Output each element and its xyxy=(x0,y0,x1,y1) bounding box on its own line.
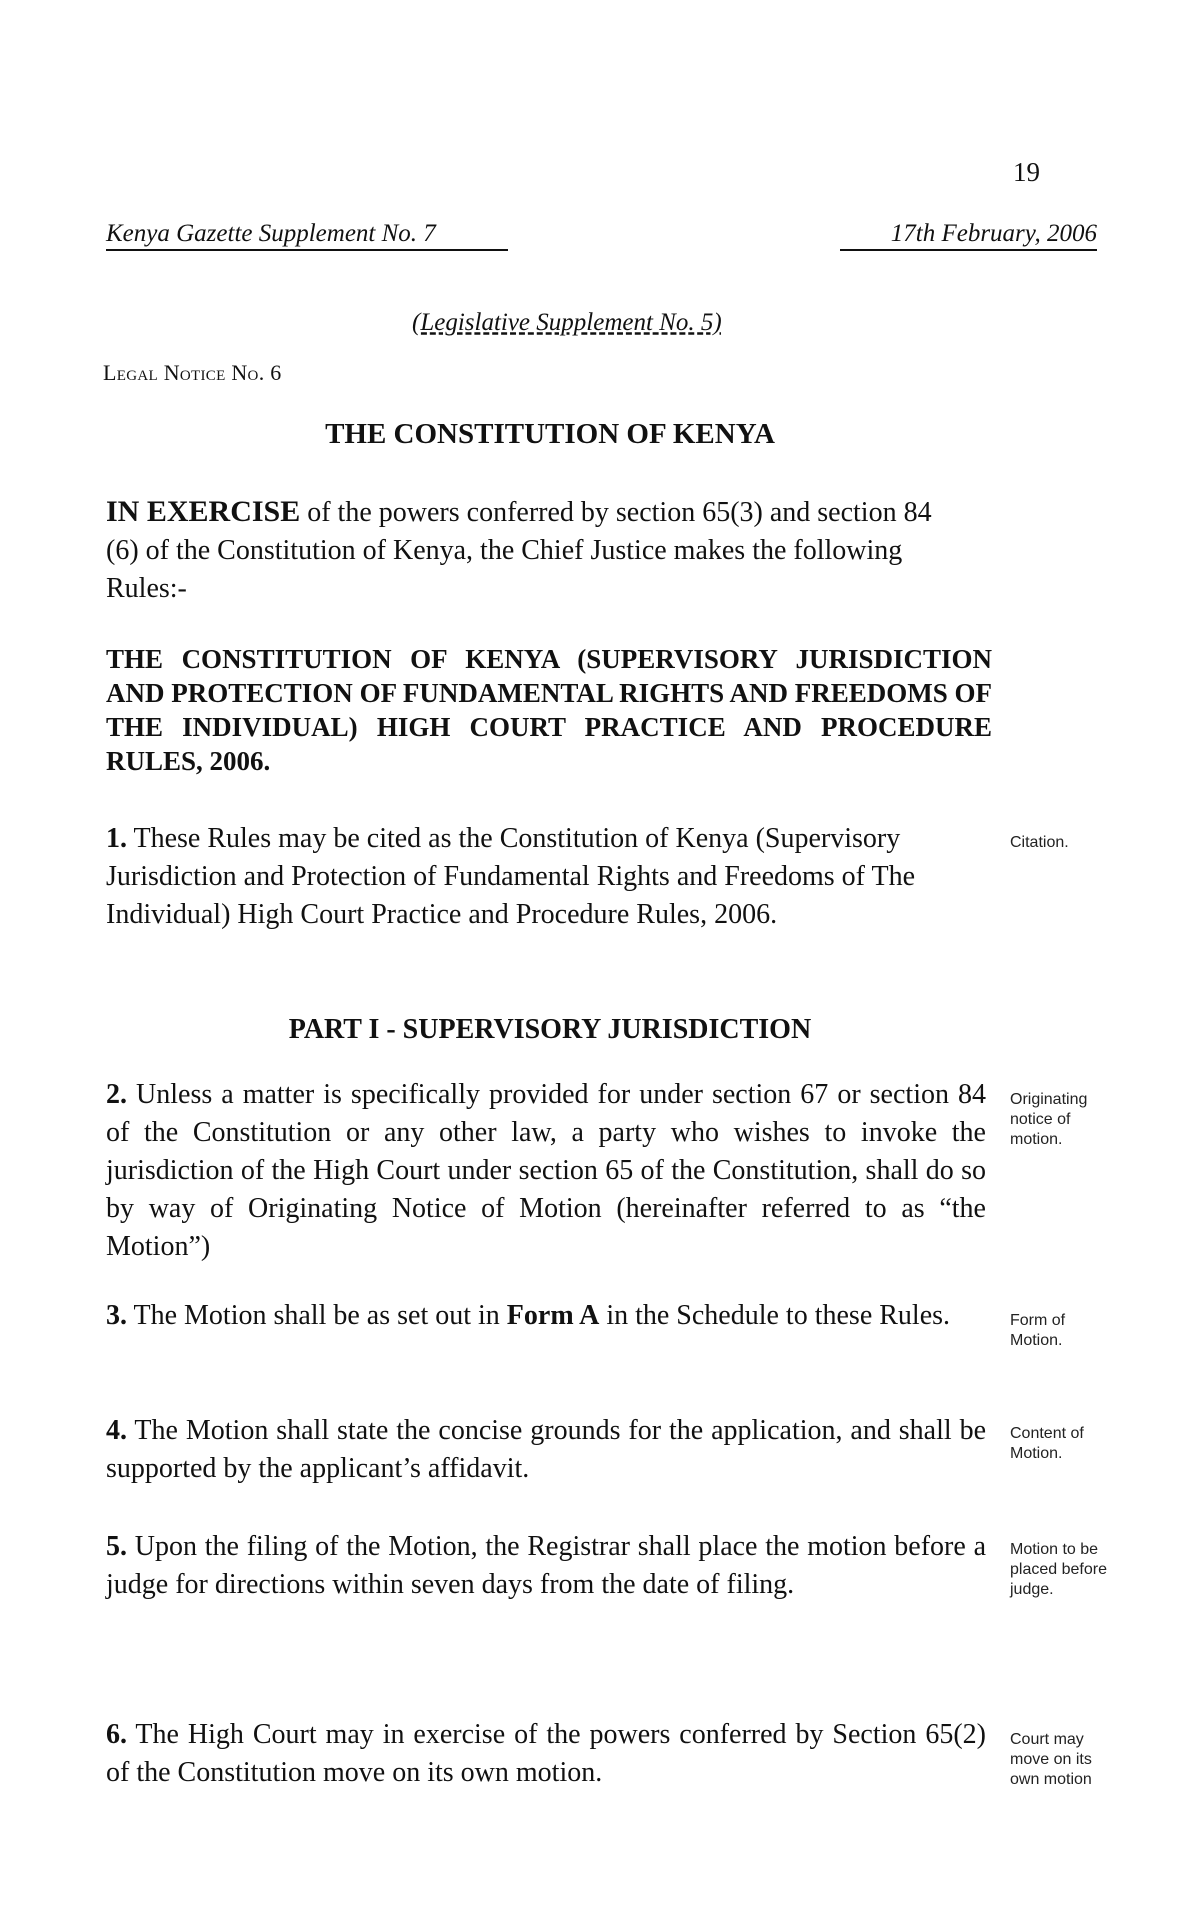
rule-text: The Motion shall be as set out in xyxy=(127,1300,507,1331)
document-title xyxy=(0,418,1200,451)
rule-3 xyxy=(106,1297,986,1335)
header-date: 17th February, 2006 xyxy=(840,220,1097,251)
rule-4 xyxy=(106,1412,986,1488)
rule-text: Upon the filing of the Motion, the Registrar shall place the motion before a judge for directions within seven days from the date of filing. xyxy=(106,1531,986,1600)
rule-number: 5. xyxy=(106,1531,127,1562)
rule-2 xyxy=(106,1076,986,1266)
rule-text: These Rules may be cited as the Constitution of Kenya (Supervisory Jurisdiction and Protection of Fundamental Rights and Freedoms of The Individual) High Court Practice and Procedure Rules, 2006. xyxy=(106,823,916,930)
rule-text: The High Court may in exercise of the powers conferred by Section 65(2) of the Constitution move on its own motion. xyxy=(106,1719,986,1788)
rule-text-end: in the Schedule to these Rules. xyxy=(599,1300,951,1331)
margin-note-citation: Citation. xyxy=(1010,834,1069,851)
rule-text: Unless a matter is specifically provided for under section 67 or section 84 of the Constitution or any other law, a party who wishes to invoke the jurisdiction of the High Court under section 65 of the Constitution, shall do so by way of Originating Notice of Motion (hereinafter referred to as “the Motion”) xyxy=(106,1079,986,1262)
rule-text: The Motion shall state the concise grounds for the application, and shall be supported by the applicant’s affidavit. xyxy=(106,1415,986,1484)
preamble-text: of the powers conferred by section 65(3) and section 84 (6) of the Constitution of Kenya, the Chief Justice makes the following Rules:- xyxy=(106,497,932,604)
legal-notice-number: Legal Notice No. 6 xyxy=(103,360,282,385)
margin-note-originating: Originating notice of motion. xyxy=(1010,1091,1088,1148)
margin-note-placed: Motion to be placed before judge. xyxy=(1010,1541,1107,1598)
margin-note-content: Content of Motion. xyxy=(1010,1425,1084,1462)
form-a-reference: Form A xyxy=(506,1300,600,1331)
page-number: 19 xyxy=(1013,157,1040,187)
rule-1 xyxy=(106,820,956,934)
rule-5 xyxy=(106,1528,986,1604)
rule-number: 4. xyxy=(106,1415,127,1446)
legislative-supplement: (Legislative Supplement No. 5) xyxy=(412,309,722,336)
preamble xyxy=(106,493,956,608)
part-title xyxy=(0,1014,1200,1046)
rule-number: 1. xyxy=(106,823,127,854)
rule-number: 3. xyxy=(106,1300,127,1331)
preamble-lead: IN EXERCISE xyxy=(106,495,301,528)
document-title-text: THE CONSTITUTION OF KENYA xyxy=(325,418,775,450)
margin-note-form: Form of Motion. xyxy=(1010,1312,1066,1349)
rule-number: 6. xyxy=(106,1719,127,1750)
part-title-text: PART I - SUPERVISORY JURISDICTION xyxy=(288,1014,812,1045)
header-publication: Kenya Gazette Supplement No. 7 xyxy=(106,220,508,251)
rule-6 xyxy=(106,1716,986,1792)
rules-title: THE CONSTITUTION OF KENYA (SUPERVISORY JURISDICTION AND PROTECTION OF FUNDAMENTAL RIGHTS AND FREEDOMS OF THE INDIVIDUAL) HIGH COURT PRACTICE AND PROCEDURE RULES, 2006. xyxy=(106,644,992,776)
margin-note-own-motion: Court may move on its own motion xyxy=(1010,1731,1092,1788)
rule-number: 2. xyxy=(106,1079,127,1110)
